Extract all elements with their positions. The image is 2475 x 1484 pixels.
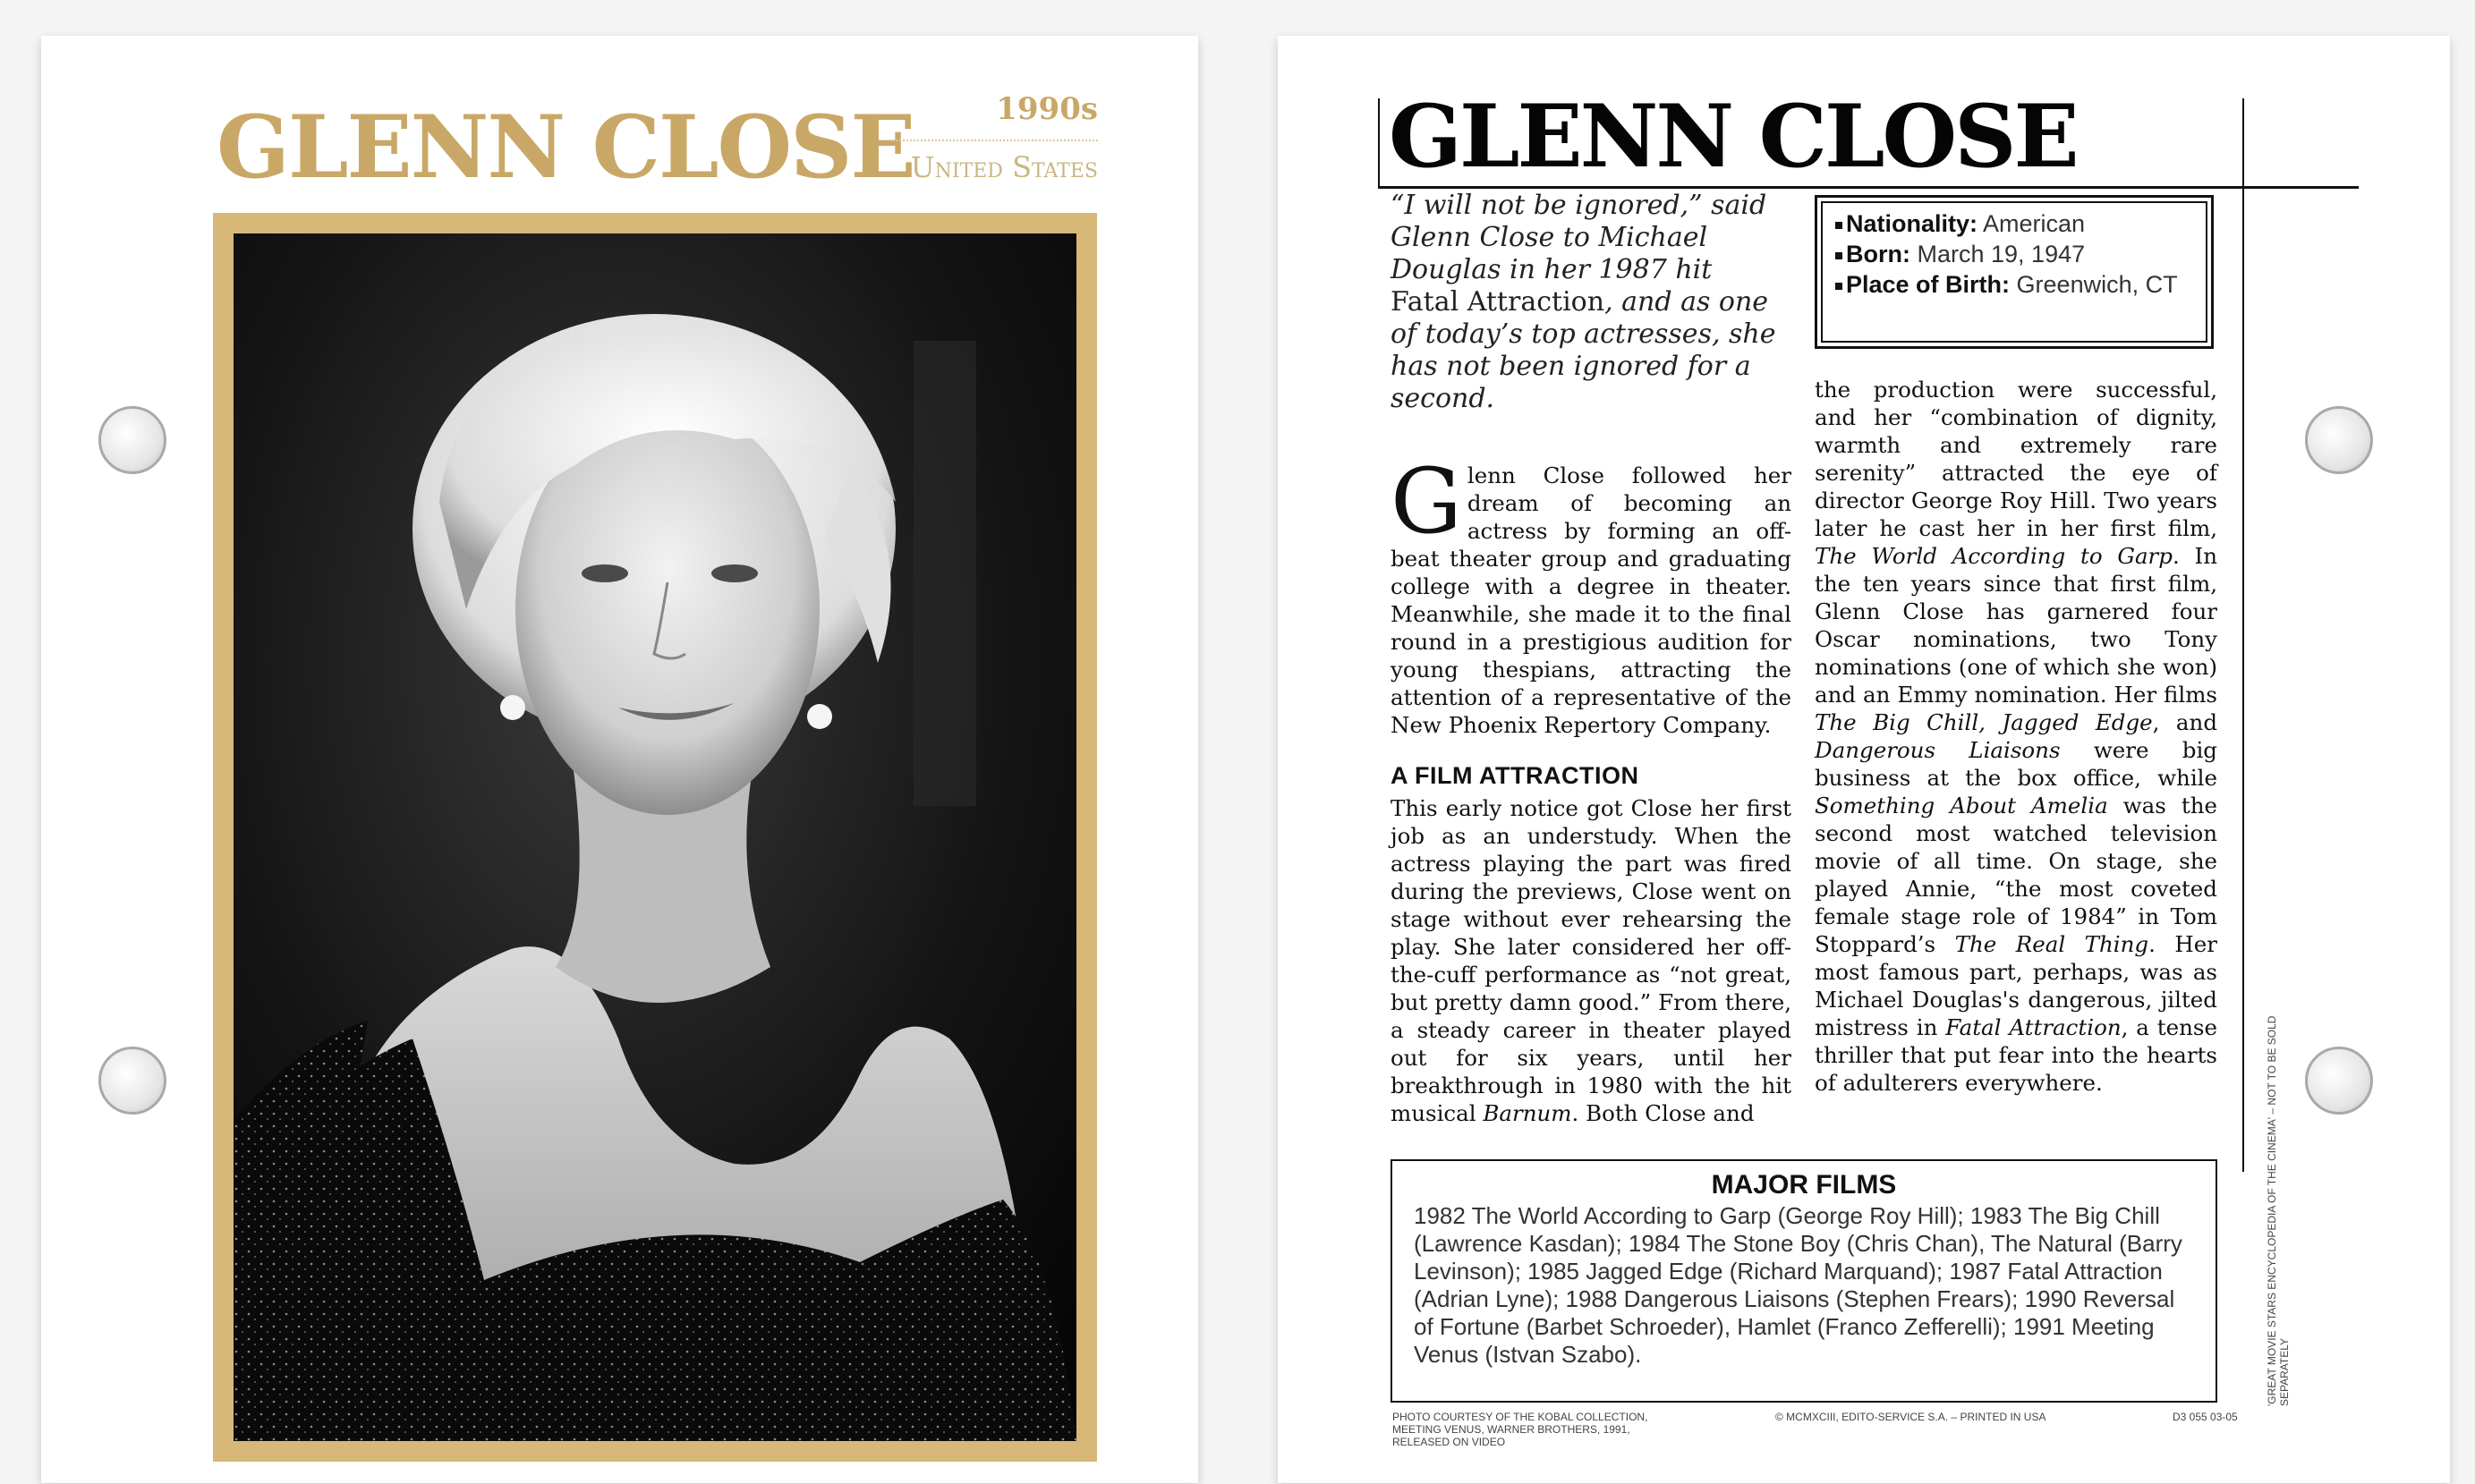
front-card — [41, 36, 1198, 1483]
binder-hole — [98, 1047, 166, 1115]
major-films-list: 1982 The World According to Garp (George Roy Hill); 1983 The Big Chill (Lawrence Kasdan); 1984 The Stone Boy (Chris Chan), The Natural (Barry Levinson); 1985 Jagged Edge (Richard Marquand); 1987 Fatal Attraction (Adrian Lyne); 1988 Dangerous Liaisons (Stephen Frears); 1990 Reversal of Fortune (Barbet Schroeder), Hamlet (Franco Zefferelli); 1991 Meeting Venus (Istvan Szabo). — [1414, 1202, 2182, 1368]
front-country: United States — [910, 150, 1098, 184]
card-code: D3 055 03-05 — [2173, 1411, 2238, 1423]
facts-box — [1815, 195, 2214, 349]
back-star-name: GLENN CLOSE — [1389, 86, 2077, 187]
front-decade: 1990s — [996, 91, 1098, 127]
major-films-title: MAJOR FILMS — [1711, 1170, 1897, 1200]
title-rule — [1378, 186, 2359, 189]
drop-cap: G — [1391, 449, 1462, 554]
binder-hole — [2305, 406, 2373, 474]
binder-hole — [2305, 1047, 2373, 1115]
portrait-photo — [234, 233, 1076, 1441]
photo-frame — [213, 213, 1097, 1462]
frame-line — [1378, 98, 1380, 186]
front-star-name: GLENN CLOSE — [217, 97, 914, 198]
section-heading: A FILM ATTRACTION — [1391, 762, 1639, 789]
fact-place-of-birth: Place of Birth: Greenwich, CT — [1835, 269, 2193, 300]
lead-quote: “I will not be ignored,” said Glenn Close to Michael Douglas in her 1987 hit Fatal Attraction, and as one of today’s top actresses, she has not been ignored for a second. — [1391, 190, 1776, 414]
continued-paragraph: the production were successful, and her “combination of dignity, warmth and extremely rare serenity” attracted the eye of director George Roy Hill. Two years later he cast her in her first film, The World According to Garp. In the ten years since that first film, Glenn Close has garnered four Oscar nominations, two Tony nominations (one of which she won) and an Emmy nomination. Her films The Big Chill, Jagged Edge, and Dangerous Liaisons were big business at the box office, while Something About Amelia was the second most watched television movie of all time. On stage, she played Annie, “the most coveted female stage role of 1984” in Tom Stoppard’s The Real Thing. Her most famous part, perhaps, was as Michael Douglas's dangerous, jilted mistress in Fatal Attraction, a tense thriller that put fear into the hearts of adulterers everywhere. — [1815, 377, 2218, 1096]
series-note: 'GREAT MOVIE STARS ENCYCLOPEDIA OF THE CINEMA' – NOT TO BE SOLD SEPARATELY — [2266, 1015, 2291, 1406]
copyright-notice: © MCMXCIII, EDITO-SERVICE S.A. – PRINTED IN USA — [1775, 1411, 2046, 1423]
intro-paragraph: Glenn Close followed her dream of becoming an actress by forming an off-beat theater group and graduating college with a degree in theater. Meanwhile, she made it to the final round in a prestigious audition for young thespians, attracting the attention of a representative of the New Phoenix Repertory Company. — [1391, 449, 1791, 738]
major-films-box — [1391, 1159, 2217, 1403]
frame-line — [2242, 98, 2244, 1172]
front-divider — [891, 140, 1098, 141]
binder-hole — [98, 406, 166, 474]
back-card — [1278, 36, 2450, 1483]
section-paragraph: This early notice got Close her first job as an understudy. When the actress playing the part was fired during the previews, Close went on stage without ever rehearsing the play. She later considered her off-the-cuff performance as “not great, but pretty damn good.” From there, a steady career in theater played out for six years, until her breakthrough in 1980 with the hit musical Barnum. Both Close and — [1391, 795, 1791, 1126]
photo-credit: PHOTO COURTESY OF THE KOBAL COLLECTION, MEETING VENUS, WARNER BROTHERS, 1991, RELEASED ON VIDEO — [1392, 1411, 1648, 1448]
fact-nationality: Nationality: American — [1835, 208, 2193, 239]
fact-born: Born: March 19, 1947 — [1835, 239, 2193, 269]
